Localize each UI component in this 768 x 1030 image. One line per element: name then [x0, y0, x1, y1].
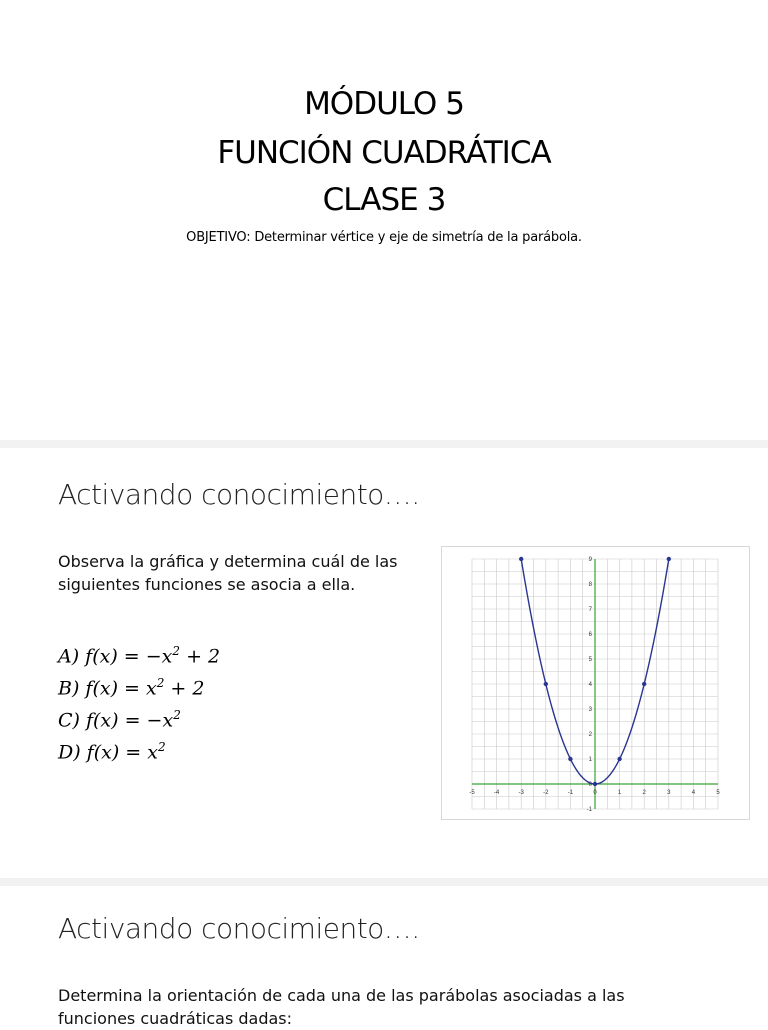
- data-point: [642, 682, 646, 686]
- y-tick-label: 6: [588, 632, 592, 638]
- activity-slide-orientation: [0, 886, 768, 1028]
- y-tick-label: 4: [588, 682, 592, 688]
- class-title: CLASE 3: [322, 182, 446, 218]
- x-tick-label: -2: [543, 790, 549, 796]
- data-point: [568, 757, 572, 761]
- x-tick-label: 3: [667, 790, 671, 796]
- x-tick-label: 0: [593, 790, 597, 796]
- y-tick-label: -1: [586, 807, 592, 813]
- data-point: [544, 682, 548, 686]
- y-tick-label: 7: [588, 607, 592, 613]
- slide-heading: Activando conocimiento….: [58, 478, 420, 511]
- objective-text: OBJETIVO: Determinar vértice y eje de simetría de la parábola.: [186, 230, 582, 245]
- prompt-line-1: Observa la gráfica y determina cuál de las: [58, 552, 398, 571]
- y-tick-label: 2: [588, 732, 592, 738]
- data-point: [519, 557, 523, 561]
- y-tick-label: 5: [588, 657, 592, 663]
- data-point: [667, 557, 671, 561]
- x-tick-label: -4: [493, 790, 500, 796]
- option-b: B) $f(x) = x^2 + 2$: [58, 676, 205, 700]
- option-a: A) $f(x) = -x^2 + 2$: [58, 644, 221, 668]
- y-tick-label: 8: [588, 582, 592, 588]
- module-title: MÓDULO 5: [304, 86, 464, 122]
- topic-title: FUNCIÓN CUADRÁTICA: [217, 135, 551, 171]
- data-point: [593, 782, 597, 786]
- x-tick-label: -5: [469, 790, 475, 796]
- instruction-line-1: Determina la orientación de cada una de las parábolas asociadas a las: [58, 986, 625, 1005]
- x-tick-label: 4: [691, 790, 696, 796]
- x-tick-label: 1: [617, 790, 622, 796]
- activity-slide-graph: [0, 448, 768, 878]
- option-d: D) $f(x) = x^2$: [58, 740, 166, 764]
- x-tick-label: -1: [567, 790, 574, 796]
- title-slide: [0, 0, 768, 440]
- option-c: C) $f(x) = -x^2$: [58, 708, 181, 732]
- slide-divider: [0, 440, 768, 448]
- origin-label: 0: [588, 782, 592, 788]
- y-tick-label: 1: [588, 757, 592, 763]
- x-tick-label: -3: [518, 790, 524, 796]
- y-tick-label: 3: [588, 707, 592, 713]
- prompt-line-2: siguientes funciones se asocia a ella.: [58, 575, 356, 594]
- x-tick-label: 5: [716, 790, 720, 796]
- y-tick-label: 9: [588, 557, 592, 563]
- x-tick-label: 2: [642, 790, 646, 796]
- slide-divider: [0, 878, 768, 886]
- data-point: [617, 757, 621, 761]
- parabola-chart-svg: [442, 547, 749, 819]
- instruction-line-2: funciones cuadráticas dadas:: [58, 1009, 293, 1028]
- parabola-chart: [441, 546, 750, 820]
- slide-heading: Activando conocimiento….: [58, 912, 420, 945]
